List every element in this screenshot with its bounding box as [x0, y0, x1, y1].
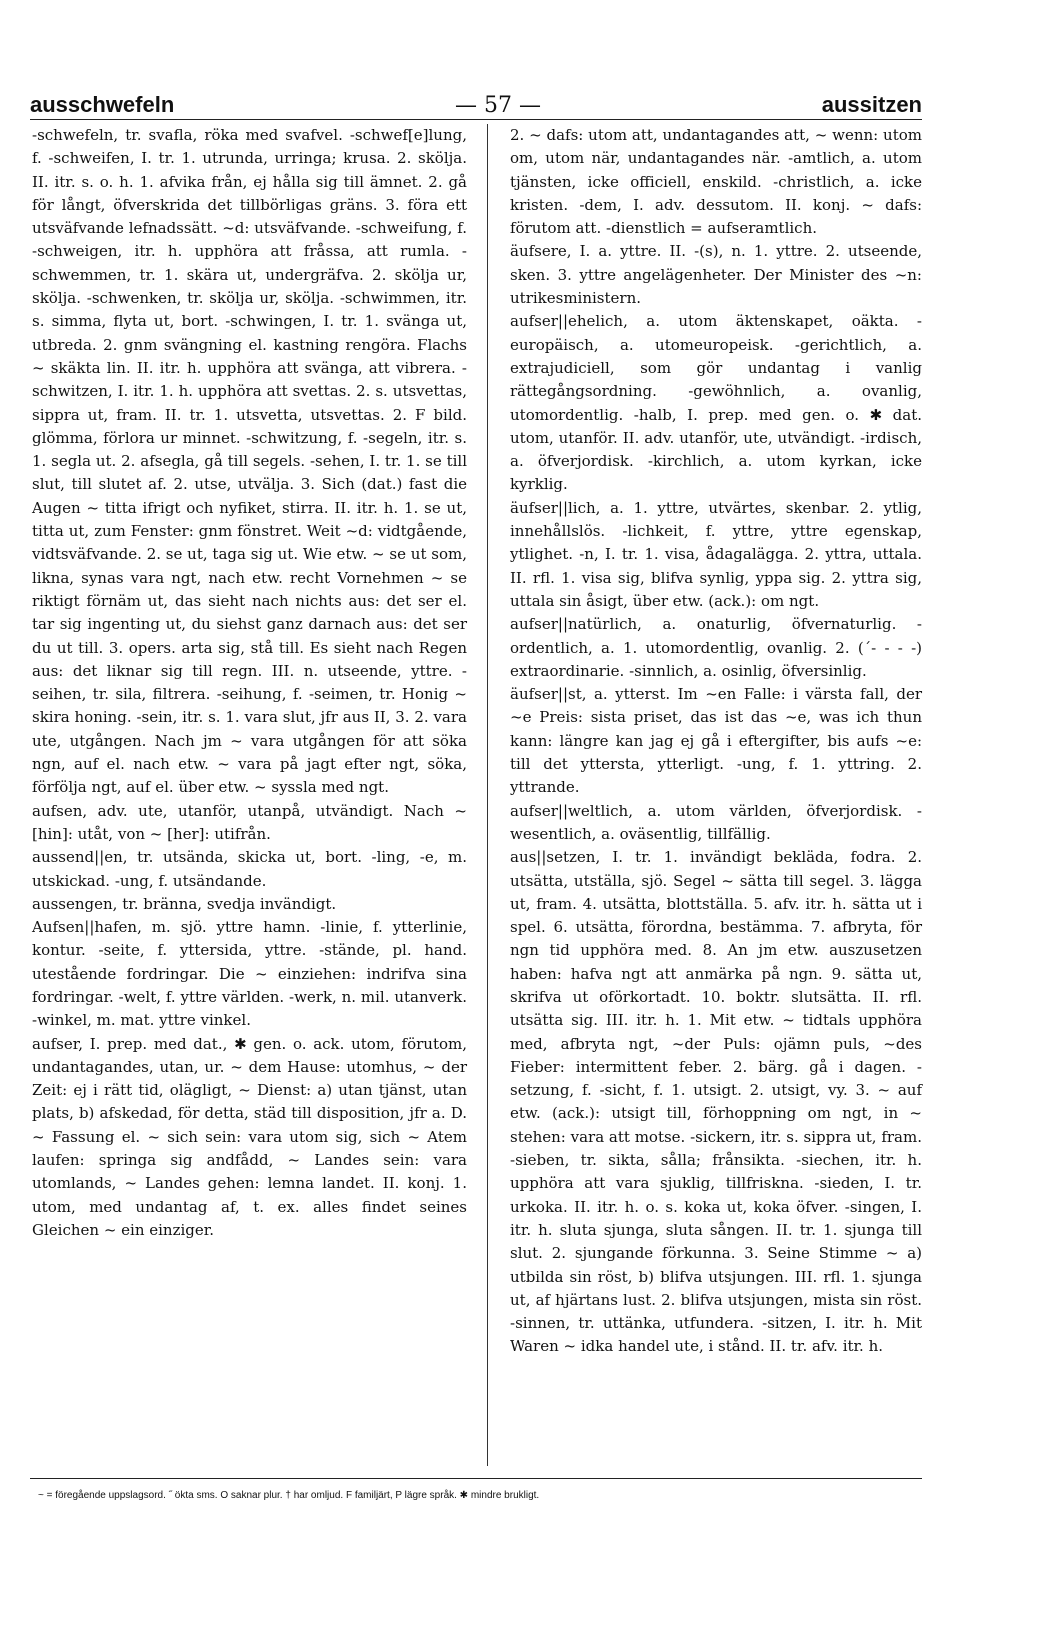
right-column: [510, 124, 922, 1359]
entry-paragraph: aufser, I. prep. med dat., ✱ gen. o. ack. utom, förutom, undantagandes, utan, ur. ~ dem Hause: utomhus, ~ der Zeit: ej i rätt tid, olägligt, ~ Dienst: a) utan tjänst, utan plats, b) afskedad, för detta, städ till disposition, jfr a. D. ~ Fassung el. ~ sich sein: vara utom sig, sich ~ Atem laufen: springa sig andfådd, ~ Landes sein: vara utomlands, ~ Landes gehen: lemna landet. II. konj. 1. utom, med undantag af, t. ex. alles findet seines Gleichen ~ ein einziger.: [32, 1034, 467, 1239]
entry-paragraph: äufser||lich, a. 1. yttre, utvärtes, skenbar. 2. ytlig, innehållslös. -lichkeit, f. yttre, yttre egenskap, ytlighet. -n, I. tr. 1. visa, ådagalägga. 2. yttra, uttala. II. rfl. 1. visa sig, blifva synlig, yppa sig. 2. yttra sig, uttala sin åsigt, über etw. (ack.): om ngt.: [510, 498, 922, 610]
entry-paragraph: aussend||en, tr. utsända, skicka ut, bort. -ling, -e, m. utskickad. -ung, f. utsändande.: [32, 848, 467, 890]
running-head-right: aussitzen: [821, 92, 922, 117]
entry-paragraph: Aufsen||hafen, m. sjö. yttre hamn. -linie, f. ytterlinie, kontur. -seite, f. yttersida, yttre. -stände, pl. hand. utestående fordringar. Die ~ einziehen: indrifva sina fordringar. -welt, f. yttre världen. -werk, n. mil. utanverk. -winkel, m. mat. yttre vinkel.: [32, 918, 467, 1030]
entry-paragraph: aufser||natürlich, a. onaturlig, öfvernaturlig. -ordentlich, a. 1. utomordentlig, ovanlig. 2. (´- - - -) extraordinarie. -sinnlich, a. osinlig, öfversinlig.: [510, 615, 922, 680]
column-divider: [487, 124, 488, 1466]
entry-paragraph: aufser||weltlich, a. utom världen, öfverjordisk. -wesentlich, a. oväsentlig, tillfällig.: [510, 801, 922, 843]
abbreviation-legend: ~ = föregående uppslagsord. ˝ ökta sms. O saknar plur. † har omljud. F familjärt, P lägre språk. ✱ mindre brukligt.: [38, 1490, 540, 1501]
entry-paragraph: äufser||st, a. ytterst. Im ~en Falle: i värsta fall, der ~e Preis: sista priset, das ist das ~e, was ich thun kann: längre kan jag ej gå i eftergifter, bis aufs ~e: till det yttersta, ytterligt. -ung, f. 1. yttring. 2. yttrande.: [510, 685, 922, 797]
running-head-left: ausschwefeln: [30, 92, 175, 117]
page-header: [30, 82, 922, 118]
page-number: — 57 —: [455, 93, 541, 118]
entry-paragraph: aufsen, adv. ute, utanför, utanpå, utvändigt. Nach ~ [hin]: utåt, von ~ [her]: utifrån.: [32, 801, 467, 843]
left-column: [32, 124, 467, 1242]
footer-rule: [30, 1478, 922, 1479]
entry-paragraph: 2. ~ dafs: utom att, undantagandes att, ~ wenn: utom om, utom när, undantagandes när. -amtlich, a. utom tjänsten, icke officiell, enskild. -christlich, a. icke kristen. -dem, I. adv. dessutom. II. konj. ~ dafs: förutom att. -dienstlich = aufseramtlich.: [510, 126, 922, 238]
entry-paragraph: aufser||ehelich, a. utom äktenskapet, oäkta. -europäisch, a. utomeuropeisk. -gerichtlich, a. extrajudiciell, som gör undantag i vanlig rättegångsordning. -gewöhnlich, a. ovanlig, utomordentlig. -halb, I. prep. med gen. o. ✱ dat. utom, utanför. II. adv. utanför, ute, utvändigt. -irdisch, a. öfverjordisk. -kirchlich, a. utom kyrkan, icke kyrklig.: [510, 312, 922, 494]
entry-paragraph: aussengen, tr. bränna, svedja invändigt.: [32, 894, 337, 913]
header-rule: [30, 119, 922, 120]
entry-paragraph: aus||setzen, I. tr. 1. invändigt bekläda, fodra. 2. utsätta, utställa, sjö. Segel ~ sätta till segel. 3. lägga ut, fram. 4. utsätta, blottställa. 5. afv. itr. h. sätta ut i spel. 6. utsätta, förordna, bestämma. 7. afbryta, för ngn tid upphöra med. 8. An jm etw. auszusetzen haben: hafva ngt att anmärka på ngn. 9. sätta ut, skrifva ut oförkortadt. 10. boktr. slutsätta. II. rfl. utsätta sig. III. itr. h. 1. Mit etw. ~ tidtals upphöra med, afbryta ngt, ~der Puls: ojämn puls, ~des Fieber: intermittent feber. 2. bärg. gå i dagen. -setzung, f. -sicht, f. 1. utsigt. 2. utsigt, vy. 3. ~ auf etw. (ack.): utsigt till, förhoppning om ngt, in ~ stehen: vara att motse. -sickern, itr. s. sippra ut, fram. -sieben, tr. sikta, sålla; frånsikta. -siechen, itr. h. upphöra att vara sjuklig, tillfriskna. -sieden, I. tr. urkoka. II. itr. h. o. s. koka ut, koka öfver. -singen, I. itr. h. sluta sjunga, sluta sången. II. tr. 1. sjunga till slut. 2. sjungande förkunna. 3. Seine Stimme ~ a) utbilda sin röst, b) blifva utsjungen. III. rfl. 1. sjunga ut, af hjärtans lust. 2. blifva utsjungen, mista sin röst. -sinnen, tr. uttänka, utfundera. -sitzen, I. itr. h. Mit Waren ~ idka handel ute, i stånd. II. tr. afv. itr. h.: [510, 848, 922, 1356]
entry-paragraph: äufsere, I. a. yttre. II. -(s), n. 1. yttre. 2. utseende, sken. 3. yttre angelägenheter. Der Minister des ~n: utrikesministern.: [510, 242, 922, 308]
entry-paragraph: -schwefeln, tr. svafla, röka med svafvel. -schwef[e]lung, f. -schweifen, I. tr. 1. utrunda, urringa; krusa. 2. skölja. II. itr. s. o. h. 1. afvika från, ej hålla sig till ämnet. 2. gå för långt, öfverskrida det tillbörligas gräns. 3. föra ett utsväfvande lefnadssätt. ~d: utsväfvande. -schweifung, f. -schweigen, itr. h. upphöra att fråssa, att rumla. -schwemmen, tr. 1. skära ut, undergräfva. 2. skölja ur, skölja. -schwenken, tr. skölja ur, skölja. -schwimmen, itr. s. simma, flyta ut, bort. -schwingen, I. tr. 1. svänga ut, utbreda. 2. gnm svängning el. kastning rengöra. Flachs ~ skäkta lin. II. itr. h. upphöra att svänga, att vibrera. -schwitzen, I. itr. 1. h. upphöra att svettas. 2. s. utsvettas, sippra ut, fram. II. tr. 1. utsvetta, utsvettas. 2. F bild. glömma, förlora ur minnet. -schwitzung, f. -segeln, itr. s. 1. segla ut. 2. afsegla, gå till segels. -sehen, I. tr. 1. se till slut, till slutet af. 2. utse, utvälja. 3. Sich (dat.) fast die Augen ~ titta ifrigt och nyfiket, stirra. II. itr. h. 1. se ut, titta ut, zum Fenster: gnm fönstret. Weit ~d: vidtgående, vidtsväfvande. 2. se ut, taga sig ut. Wie etw. ~ se ut som, likna, synas vara ngt, nach etw. recht Vornehmen ~ se riktigt förnäm ut, das sieht nach nichts aus: det ser el. tar sig ingenting ut, du siehst ganz darnach aus: det ser du ut till. 3. opers. arta sig, stå till. Es sieht nach Regen aus: det liknar sig till regn. III. n. utseende, yttre. -seihen, tr. sila, filtrera. -seihung, f. -seimen, tr. Honig ~ skira honing. -sein, itr. s. 1. vara slut, jfr aus II, 3. 2. vara ute, utgången. Nach jm ~ vara utgången för att söka ngn, auf el. nach etw. ~ vara på jagt efter ngt, söka, förfölja ngt, auf el. über etw. ~ syssla med ngt.: [32, 126, 467, 797]
